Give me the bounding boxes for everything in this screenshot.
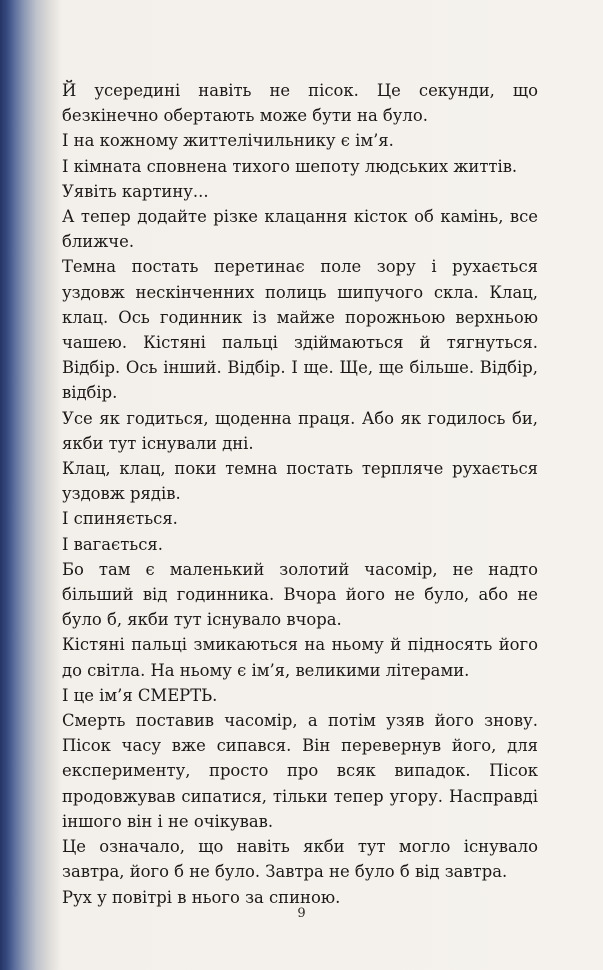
paragraph: Це означало, що навіть якби тут могло існувало завтра, його б не було. Завтра не було б від завтра. bbox=[62, 837, 538, 882]
paragraph: Усе як годиться, щоденна праця. Або як годилось би, якби тут існували дні. bbox=[62, 408, 538, 453]
paragraph: А тепер додайте різке клацання кісток об камінь, все ближче. bbox=[62, 207, 538, 252]
paragraph: Смерть поставив часомір, а потім узяв його знову. Пісок часу вже сипався. Він перевернув його, для експерименту, просто про всяк випадок. Пісок продовжував сипатися, тільки тепер угору. Насправді іншого він і не очікував. bbox=[62, 711, 538, 831]
paragraph: Клац, клац, поки темна постать терпляче рухається уздовж рядів. bbox=[62, 459, 538, 504]
paragraph: Темна постать перетинає поле зору і рухається уздовж нескінченних полиць шипучого скла. Клац, клац. Ось годинник із майже порожньою верхньою чашею. Кістяні пальці здіймаються й тягнуться. Відбір. Ось інший. Відбір. І ще. Ще, ще більше. Відбір, відбір. bbox=[62, 257, 538, 403]
body-text bbox=[62, 78, 538, 910]
paragraph: І кімната сповнена тихого шепоту людських життів. bbox=[62, 156, 518, 176]
paragraph: І на кожному життелічильнику є ім’я. bbox=[62, 131, 394, 151]
paragraph: Уявіть картину... bbox=[62, 181, 209, 201]
spine-shadow bbox=[0, 0, 60, 970]
paragraph: Й усередині навіть не пісок. Це секунди, що безкінечно обертають може бути на було. bbox=[62, 81, 538, 126]
page-number: 9 bbox=[297, 906, 306, 921]
paragraph: І вагається. bbox=[62, 534, 163, 554]
paragraph: І це ім’я СМЕРТЬ. bbox=[62, 685, 218, 705]
paragraph: Рух у повітрі в нього за спиною. bbox=[62, 887, 341, 907]
paragraph: Кістяні пальці змикаються на ньому й підносять його до світла. На ньому є ім’я, великими літерами. bbox=[62, 635, 538, 680]
paragraph: І спиняється. bbox=[62, 509, 178, 529]
paragraph: Бо там є маленький золотий часомір, не надто більший від годинника. Вчора його не було, або не було б, якби тут існувало вчора. bbox=[62, 559, 538, 630]
